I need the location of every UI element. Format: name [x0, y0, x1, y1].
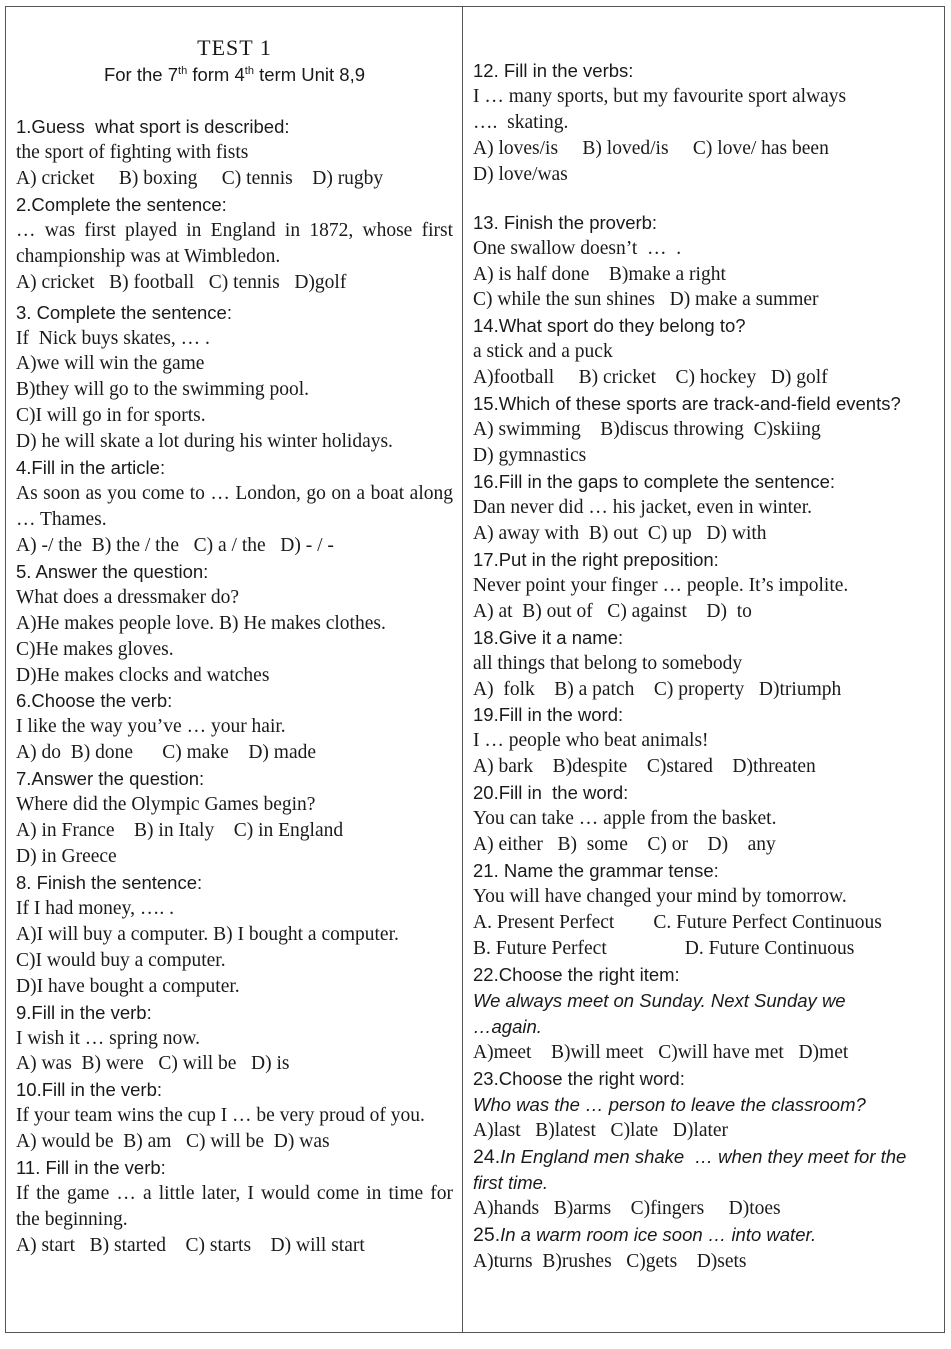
question-text: As soon as you come to … London, go on a boat along … Thames.: [16, 483, 453, 530]
question-21: [473, 858, 931, 962]
answer-option: A)He makes people love. B) He makes clothes.: [16, 612, 386, 634]
question-8: [16, 870, 453, 1000]
answer-options: A. Present Perfect C. Future Perfect Continuous: [473, 911, 882, 933]
question-text: Dan never did … his jacket, even in winter.: [473, 496, 812, 518]
answer-options: A) away with B) out C) up D) with: [473, 522, 767, 544]
question-7: [16, 766, 453, 870]
question-text: You can take … apple from the basket.: [473, 808, 777, 830]
question-11: [16, 1155, 453, 1259]
question-number: 25.: [473, 1224, 501, 1247]
question-heading: 4.Fill in the article:: [16, 457, 166, 479]
question-heading: 21. Name the grammar tense:: [473, 860, 719, 882]
answer-option: D)He makes clocks and watches: [16, 664, 270, 686]
question-text: 24.In England men shake … when they meet for the: [473, 1145, 907, 1168]
answer-option: B)they will go to the swimming pool.: [16, 379, 310, 401]
right-column: [473, 58, 931, 1275]
question-3: [16, 300, 453, 456]
question-2: [16, 192, 453, 296]
test-header: [16, 34, 453, 88]
question-23: [473, 1066, 931, 1144]
answer-options: A) bark B)despite C)stared D)threaten: [473, 756, 816, 778]
question-text: I wish it … spring now.: [16, 1027, 200, 1049]
question-9: [16, 1000, 453, 1078]
question-text: If Nick buys skates, … .: [16, 327, 210, 349]
question-heading: 3. Complete the sentence:: [16, 301, 232, 323]
question-10: [16, 1077, 453, 1155]
answer-options: A) cricket B) boxing C) tennis D) rugby: [16, 167, 384, 189]
answer-options: A) start B) started C) starts D) will start: [16, 1235, 365, 1256]
answer-options: D) gymnastics: [473, 445, 587, 467]
answer-options: D) in Greece: [16, 846, 117, 868]
question-16: [473, 469, 931, 547]
question-text: a stick and a puck: [473, 341, 613, 363]
question-4: [16, 455, 453, 559]
question-heading: 17.Put in the right preposition:: [473, 548, 719, 570]
answer-options: A)turns B)rushes C)gets D)sets: [473, 1251, 747, 1273]
answer-option: D)I have bought a computer.: [16, 975, 240, 997]
answer-options: A) in France B) in Italy C) in England: [16, 820, 344, 842]
answer-options: A) would be B) am C) will be D) was: [16, 1131, 330, 1153]
question-heading: 23.Choose the right word:: [473, 1067, 685, 1089]
question-text: Who was the … person to leave the classroom?: [473, 1093, 866, 1115]
question-12: [473, 58, 931, 188]
question-text: 25.In a warm room ice soon … into water.: [473, 1224, 817, 1247]
question-heading: 13. Finish the proverb:: [473, 211, 658, 233]
answer-options: A) swimming B)discus throwing C)skiing: [473, 419, 821, 441]
question-text: One swallow doesn’t … .: [473, 237, 682, 259]
question-heading: 14.What sport do they belong to?: [473, 315, 746, 337]
answer-options: B. Future Perfect D. Future Continuous: [473, 937, 855, 959]
question-heading: 2.Complete the sentence:: [16, 193, 227, 215]
question-text: … was first played in England in 1872, whose first championship was at Wimbledon.: [16, 219, 453, 267]
answer-options: A) do B) done C) make D) made: [16, 742, 317, 764]
answer-options: A) either B) some C) or D) any: [473, 834, 776, 856]
answer-option: C)He makes gloves.: [16, 638, 174, 660]
question-6: [16, 688, 453, 766]
question-heading: 15.Which of these sports are track-and-field events?: [473, 393, 901, 415]
question-text: Never point your finger … people. It’s impolite.: [473, 574, 849, 596]
answer-options: A)hands B)arms C)fingers D)toes: [473, 1198, 781, 1220]
question-heading: 10.Fill in the verb:: [16, 1079, 163, 1101]
question-5: [16, 559, 453, 689]
test-subtitle: For the 7th form 4th term Unit 8,9: [103, 64, 366, 85]
question-heading: 19.Fill in the word:: [473, 704, 624, 726]
question-heading: 5. Answer the question:: [16, 560, 209, 582]
question-text: …again.: [473, 1015, 542, 1037]
question-19: [473, 702, 931, 780]
question-25: [473, 1222, 931, 1275]
question-text: I like the way you’ve … your hair.: [16, 716, 286, 738]
answer-option: A)I will buy a computer. B) I bought a computer.: [16, 923, 399, 945]
column-divider: [462, 6, 463, 1333]
question-text: Where did the Olympic Games begin?: [16, 794, 316, 816]
answer-options: A)football B) cricket C) hockey D) golf: [473, 367, 828, 389]
question-heading: 6.Choose the verb:: [16, 690, 173, 712]
question-22: [473, 962, 931, 1066]
question-text: first time.: [473, 1172, 549, 1194]
question-heading: 8. Finish the sentence:: [16, 871, 203, 893]
left-column: [16, 114, 453, 1259]
question-text: all things that belong to somebody: [473, 652, 743, 674]
answer-options: C) while the sun shines D) make a summer: [473, 289, 819, 311]
answer-option: A)we will win the game: [16, 353, 205, 375]
answer-options: A)last B)latest C)late D)later: [473, 1119, 729, 1141]
question-14: [473, 313, 931, 391]
answer-options: A)meet B)will meet C)will have met D)met: [473, 1041, 849, 1063]
question-heading: 7.Answer the question:: [16, 768, 205, 790]
question-text: What does a dressmaker do?: [16, 586, 240, 608]
question-text: If your team wins the cup I … be very proud of you.: [16, 1105, 425, 1127]
question-text: You will have changed your mind by tomorrow.: [473, 886, 847, 908]
question-number: 24.: [473, 1145, 501, 1168]
answer-options: A) at B) out of C) against D) to: [473, 600, 752, 622]
question-13: [473, 210, 931, 314]
answer-option: D) he will skate a lot during his winter holidays.: [16, 431, 393, 453]
question-text: …. skating.: [473, 111, 569, 133]
question-15: [473, 391, 931, 469]
answer-option: C)I will go in for sports.: [16, 405, 206, 427]
question-text: If the game … a little later, I would come in time for the beginning.: [16, 1183, 453, 1231]
question-17: [473, 547, 931, 625]
answer-options: A) -/ the B) the / the C) a / the D) - / -: [16, 534, 334, 556]
question-heading: 16.Fill in the gaps to complete the sentence:: [473, 470, 835, 492]
answer-options: A) cricket B) football C) tennis D)golf: [16, 271, 347, 293]
question-heading: 18.Give it a name:: [473, 626, 624, 648]
question-text: We always meet on Sunday. Next Sunday we: [473, 989, 846, 1011]
question-text: If I had money, …. .: [16, 897, 174, 919]
question-heading: 1.Guess what sport is described:: [16, 116, 290, 137]
answer-options: A) is half done B)make a right: [473, 263, 726, 285]
question-24: [473, 1144, 931, 1223]
question-heading: 20.Fill in the word:: [473, 782, 629, 804]
question-text: I … many sports, but my favourite sport always: [473, 86, 847, 107]
answer-option: C)I would buy a computer.: [16, 949, 226, 971]
question-heading: 22.Choose the right item:: [473, 963, 680, 985]
question-heading: 11. Fill in the verb:: [16, 1157, 166, 1179]
question-text: the sport of fighting with fists: [16, 142, 249, 163]
test-title: TEST 1: [197, 35, 272, 60]
question-20: [473, 780, 931, 858]
question-1: [16, 114, 453, 192]
answer-options: A) was B) were C) will be D) is: [16, 1053, 290, 1075]
question-heading: 9.Fill in the verb:: [16, 1001, 152, 1023]
question-heading: 12. Fill in the verbs:: [473, 60, 634, 81]
answer-options: A) folk B) a patch C) property D)triumph: [473, 678, 842, 700]
answer-options: D) love/was: [473, 163, 568, 185]
question-18: [473, 625, 931, 703]
question-text: I … people who beat animals!: [473, 730, 709, 752]
answer-options: A) loves/is B) loved/is C) love/ has been: [473, 137, 829, 159]
